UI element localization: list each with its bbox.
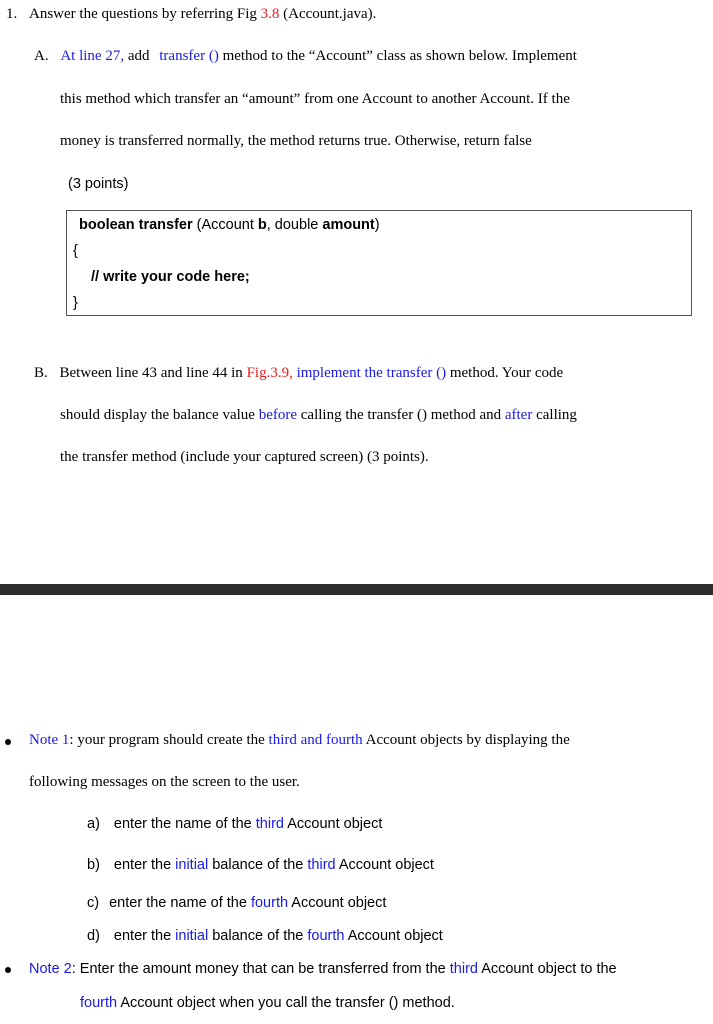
code-text: , double bbox=[266, 217, 323, 233]
text: enter the bbox=[113, 857, 176, 873]
text: add bbox=[124, 48, 154, 64]
bullet-icon bbox=[5, 739, 11, 745]
text: Account object bbox=[344, 928, 443, 944]
highlight-before: before bbox=[258, 407, 298, 423]
line-ref: At line 27, bbox=[60, 48, 125, 64]
text: enter the name of the bbox=[113, 816, 256, 832]
fig-ref: 3.8 bbox=[260, 6, 280, 22]
list-marker: b) bbox=[87, 857, 100, 873]
question-text-end: (Account.java). bbox=[279, 6, 377, 22]
question-text: Answer the questions by referring Fig bbox=[29, 6, 261, 22]
text: : your program should create the bbox=[69, 732, 269, 748]
note-2-line-2 bbox=[80, 995, 455, 1011]
text: Account object to the bbox=[477, 961, 617, 977]
highlight: fourth bbox=[307, 928, 345, 944]
note-2-label: Note 2 bbox=[29, 961, 72, 977]
highlight: third bbox=[449, 961, 478, 977]
part-b-letter: B. bbox=[34, 365, 48, 381]
list-item-b bbox=[87, 857, 434, 873]
text: Account object bbox=[288, 895, 387, 911]
highlight: third bbox=[255, 816, 284, 832]
instruction-highlight: implement the transfer () bbox=[292, 365, 447, 381]
list-item-d bbox=[87, 928, 443, 944]
code-signature bbox=[79, 217, 380, 233]
highlight: initial bbox=[175, 928, 209, 944]
highlight-after: after bbox=[504, 407, 533, 423]
text: should display the balance value bbox=[60, 407, 259, 423]
highlight: initial bbox=[175, 857, 209, 873]
code-brace-close: } bbox=[73, 295, 78, 311]
text: : Enter the amount money that can be transferred from the bbox=[71, 961, 450, 977]
method-ref: transfer () bbox=[159, 48, 219, 64]
code-text: ) bbox=[374, 217, 380, 233]
list-marker: a) bbox=[87, 816, 100, 832]
list-marker: c) bbox=[87, 895, 100, 911]
code-comment: // write your code here; bbox=[91, 269, 250, 285]
part-a-points: (3 points) bbox=[68, 176, 129, 192]
text: Account object bbox=[335, 857, 434, 873]
highlight: fourth bbox=[250, 895, 289, 911]
list-marker: d) bbox=[87, 928, 100, 944]
highlight: fourth bbox=[80, 995, 118, 1011]
list-item-a bbox=[87, 816, 382, 832]
code-keyword: boolean transfer bbox=[79, 217, 193, 233]
code-param: b bbox=[257, 217, 267, 233]
note-1-line-2: following messages on the screen to the user. bbox=[29, 774, 300, 790]
note-1-label: Note 1 bbox=[29, 732, 70, 748]
code-brace-open: { bbox=[73, 243, 78, 259]
part-a-line-1 bbox=[34, 48, 577, 65]
bullet-icon bbox=[5, 967, 11, 973]
text: enter the name of the bbox=[109, 895, 251, 911]
text: calling the transfer () method and bbox=[297, 407, 505, 423]
text: balance of the bbox=[208, 857, 308, 873]
section-divider bbox=[0, 584, 713, 595]
part-b-line-2 bbox=[60, 407, 577, 424]
part-a-line-3: money is transferred normally, the method returns true. Otherwise, return false bbox=[60, 133, 532, 149]
text: Account objects by displaying the bbox=[362, 732, 570, 748]
note-1-line-1 bbox=[29, 732, 570, 749]
text: Account object bbox=[284, 816, 383, 832]
code-param: amount bbox=[322, 217, 375, 233]
fig-ref: Fig.3.9, bbox=[246, 365, 293, 381]
text: enter the bbox=[113, 928, 176, 944]
code-box bbox=[66, 210, 692, 316]
code-text: (Account bbox=[192, 217, 258, 233]
part-b-line-1 bbox=[34, 365, 563, 382]
list-item-c bbox=[87, 895, 386, 911]
highlight: third bbox=[307, 857, 336, 873]
part-a-line-2: this method which transfer an “amount” from one Account to another Account. If the bbox=[60, 91, 570, 107]
part-a-letter: A. bbox=[34, 48, 49, 64]
text: balance of the bbox=[208, 928, 308, 944]
part-b-line-3: the transfer method (include your captured screen) (3 points). bbox=[60, 449, 429, 465]
question-1-heading bbox=[6, 6, 376, 23]
text: Account object when you call the transfer () method. bbox=[117, 995, 455, 1011]
note-2-line-1 bbox=[29, 961, 617, 977]
highlight: third and fourth bbox=[268, 732, 363, 748]
question-number: 1. bbox=[6, 6, 18, 22]
text: method to the “Account” class as shown below. Implement bbox=[218, 48, 577, 64]
text: method. Your code bbox=[446, 365, 564, 381]
text: calling bbox=[532, 407, 577, 423]
text: Between line 43 and line 44 in bbox=[59, 365, 247, 381]
